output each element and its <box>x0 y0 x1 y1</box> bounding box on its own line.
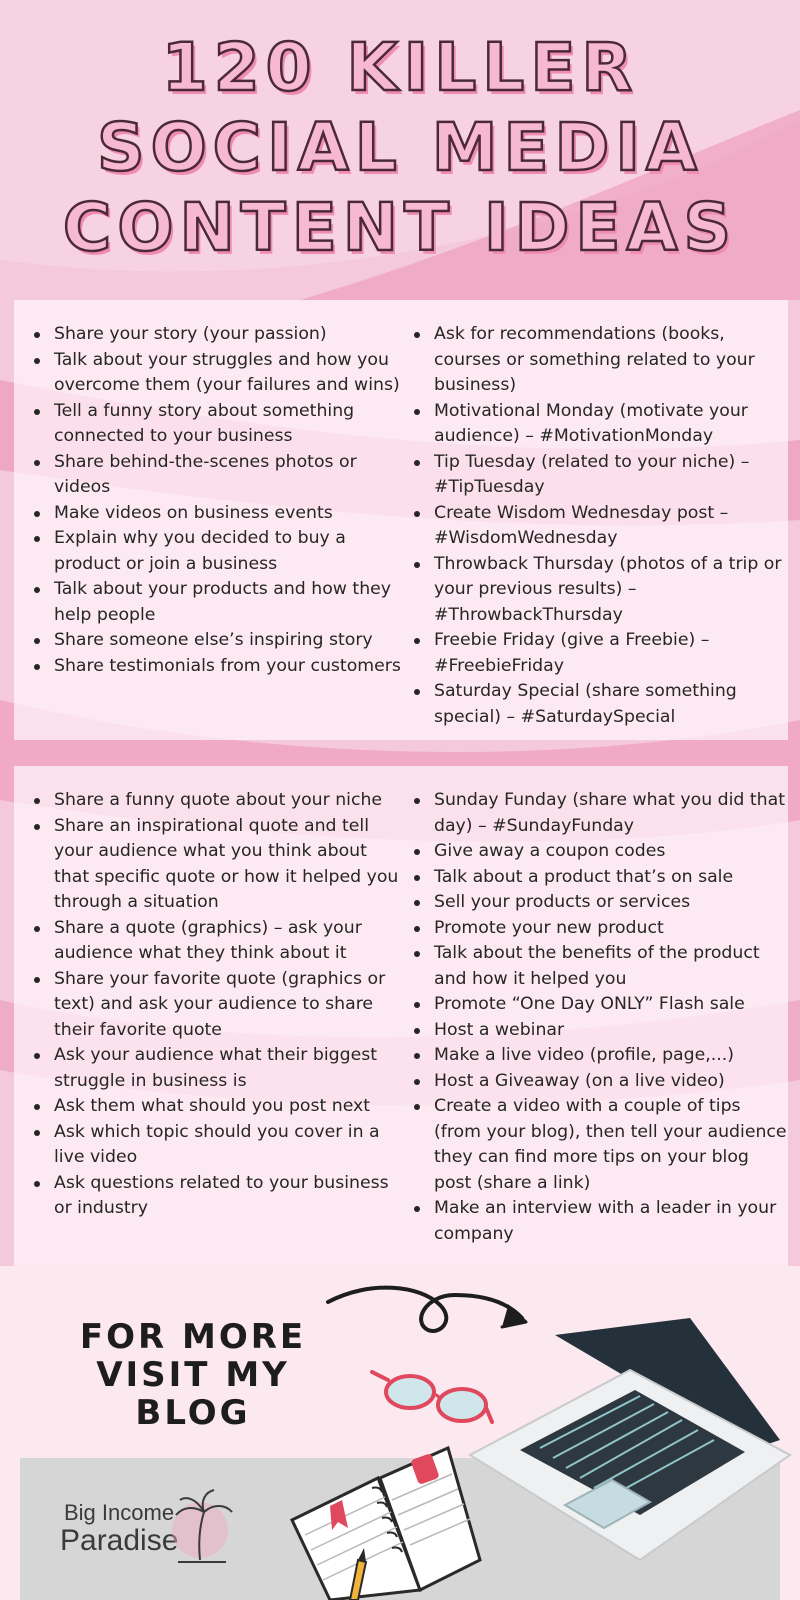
list-item: Saturday Special (share something special) – #SaturdaySpecial <box>406 679 791 730</box>
list-item: Promote your new product <box>406 916 791 942</box>
brand-line-2: Paradise <box>60 1524 179 1557</box>
ideas-list <box>406 788 791 1247</box>
list-item: Talk about a product that’s on sale <box>406 865 791 891</box>
list-item: Make an interview with a leader in your company <box>406 1196 791 1247</box>
ideas-column-right <box>406 322 791 730</box>
list-item: Tip Tuesday (related to your niche) – #TipTuesday <box>406 450 791 501</box>
cta-line-2: VISIT MY <box>96 1355 290 1395</box>
list-item: Freebie Friday (give a Freebie) – #FreebieFriday <box>406 628 791 679</box>
page-title <box>0 28 800 268</box>
list-item: Ask which topic should you cover in a live video <box>26 1120 406 1171</box>
ideas-list <box>26 788 406 1222</box>
list-item: Share your story (your passion) <box>26 322 406 348</box>
visit-blog-callout[interactable] <box>58 1318 328 1432</box>
list-item: Share a quote (graphics) – ask your audience what they think about it <box>26 916 406 967</box>
cta-line-1: FOR MORE <box>79 1317 307 1357</box>
ideas-list <box>26 322 406 679</box>
title-line-1: 120 KILLER <box>161 29 639 106</box>
list-item: Ask questions related to your business or industry <box>26 1171 406 1222</box>
list-item: Host a webinar <box>406 1018 791 1044</box>
ideas-column-left <box>26 322 406 679</box>
brand-logo[interactable] <box>60 1500 260 1580</box>
ideas-panel-1 <box>14 300 788 740</box>
list-item: Share an inspirational quote and tell your audience what you think about that specific quote or how it helped you through a situation <box>26 814 406 916</box>
list-item: Explain why you decided to buy a product or join a business <box>26 526 406 577</box>
list-item: Talk about your struggles and how you overcome them (your failures and wins) <box>26 348 406 399</box>
list-item: Give away a coupon codes <box>406 839 791 865</box>
list-item: Talk about your products and how they help people <box>26 577 406 628</box>
title-line-2: SOCIAL MEDIA <box>97 109 703 186</box>
list-item: Create a video with a couple of tips (from your blog), then tell your audience they can find more tips on your blog post (share a link) <box>406 1094 791 1196</box>
list-item: Host a Giveaway (on a live video) <box>406 1069 791 1095</box>
list-item: Share testimonials from your customers <box>26 654 406 680</box>
list-item: Share a funny quote about your niche <box>26 788 406 814</box>
list-item: Throwback Thursday (photos of a trip or your previous results) – #ThrowbackThursday <box>406 552 791 629</box>
ideas-column-left <box>26 788 406 1222</box>
list-item: Motivational Monday (motivate your audience) – #MotivationMonday <box>406 399 791 450</box>
list-item: Promote “One Day ONLY” Flash sale <box>406 992 791 1018</box>
ideas-list <box>406 322 791 730</box>
list-item: Make a live video (profile, page,...) <box>406 1043 791 1069</box>
title-line-3: CONTENT IDEAS <box>62 189 738 266</box>
list-item: Create Wisdom Wednesday post – #WisdomWednesday <box>406 501 791 552</box>
list-item: Tell a funny story about something connected to your business <box>26 399 406 450</box>
cta-line-3: BLOG <box>135 1393 251 1433</box>
ideas-column-right <box>406 788 791 1247</box>
brand-line-1: Big Income <box>64 1500 175 1525</box>
list-item: Share someone else’s inspiring story <box>26 628 406 654</box>
list-item: Share your favorite quote (graphics or text) and ask your audience to share their favorite quote <box>26 967 406 1044</box>
list-item: Sell your products or services <box>406 890 791 916</box>
list-item: Ask your audience what their biggest struggle in business is <box>26 1043 406 1094</box>
list-item: Make videos on business events <box>26 501 406 527</box>
list-item: Sunday Funday (share what you did that day) – #SundayFunday <box>406 788 791 839</box>
list-item: Ask them what should you post next <box>26 1094 406 1120</box>
list-item: Talk about the benefits of the product and how it helped you <box>406 941 791 992</box>
list-item: Ask for recommendations (books, courses or something related to your business) <box>406 322 791 399</box>
list-item: Share behind-the-scenes photos or videos <box>26 450 406 501</box>
ideas-panel-2 <box>14 766 788 1266</box>
